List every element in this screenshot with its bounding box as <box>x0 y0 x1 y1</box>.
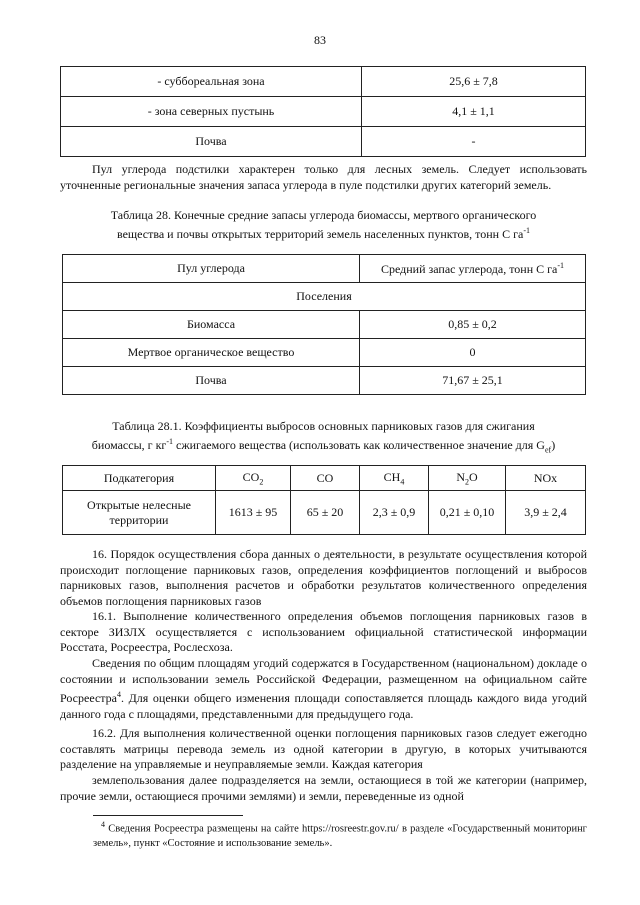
cell-value: 71,67 ± 25,1 <box>360 367 586 395</box>
table28-1-caption <box>60 418 587 458</box>
page-number: 83 <box>314 33 326 47</box>
header-subcategory: Подкатегория <box>63 466 216 491</box>
cell-value: 25,6 ± 7,8 <box>362 67 586 97</box>
table-top-continuation <box>60 66 586 157</box>
caption-line: Таблица 28. Конечные средние запасы углерода биомассы, мертвого органического <box>110 208 537 222</box>
header-stock-sup: -1 <box>557 260 565 270</box>
cell-ch4: 2,3 ± 0,9 <box>360 491 429 535</box>
header-n2o-sub: 2 <box>465 477 469 487</box>
header-n2o <box>429 466 506 491</box>
paragraph-text: Сведения по общим площадям угодий содержатся в Государственном (национальном) докладе о состоянии и использовании земель Российской Федерации, размещенном на официальном сайте Росреестра <box>60 656 587 705</box>
paragraph-text: . Для оценки общего изменения площади сопоставляется площадь каждого вида угодий данного года с площадями, представленными для предыдущего года. <box>60 691 587 721</box>
caption-sup: -1 <box>166 437 173 446</box>
cell-value: - <box>362 127 586 157</box>
cell-value: 0 <box>360 339 586 367</box>
caption-line: сжигаемого вещества (использовать как количественное значение для G <box>173 438 545 452</box>
table-28 <box>62 254 586 395</box>
paragraph-16-2: 16.2. Для выполнения количественной оценки поглощения парниковых газов следует ежегодно составлять матрицы перевода земель из одной категории в другую, в которых учитываются разделение на управляемые и неуправляемые земли. Каждая категория <box>60 726 587 771</box>
paragraph-land: землепользования далее подразделяется на земли, остающиеся в той же категории (например, прочие земли, остающиеся прочими землями) и земли, переведенные из одной <box>60 773 587 803</box>
paragraph-16: 16. Порядок осуществления сбора данных о деятельности, в результате осуществления которой происходит поглощение парниковых газов, определения коэффициентов поглощений и выбросов парниковых газов, выполнения расчетов и обработки результатов количественного определения объемов поглощения парниковых газов <box>60 547 587 608</box>
header-ch4-sub: 4 <box>400 477 405 487</box>
cell-label: Мертвое органическое вещество <box>63 339 360 367</box>
table-row <box>63 311 586 339</box>
cell-n2o: 0,21 ± 0,10 <box>429 491 506 535</box>
header-co: CO <box>291 466 360 491</box>
table-row <box>63 367 586 395</box>
table-header-row <box>63 466 586 491</box>
cell-label: - суббореальная зона <box>61 67 362 97</box>
cell-label: Почва <box>63 367 360 395</box>
footnote-text: Сведения Росреестра размещены на сайте https://rosreestr.gov.ru/ в разделе «Государственный мониторинг земель», пункт «Состояние и использование земель». <box>93 823 587 849</box>
section-settlements: Поселения <box>63 283 586 311</box>
cell-label: Биомасса <box>63 311 360 339</box>
table-row <box>61 127 586 157</box>
header-co2 <box>216 466 291 491</box>
caption-line: Таблица 28.1. Коэффициенты выбросов основных парниковых газов для сжигания <box>112 419 535 433</box>
cell-label: - зона северных пустынь <box>61 97 362 127</box>
header-n2o-tail: O <box>469 469 478 484</box>
footnote-ref: 4 <box>117 690 121 699</box>
header-co2-base: CO <box>242 469 260 484</box>
paragraph-litter: Пул углерода подстилки характерен только для лесных земель. Следует использовать уточненные региональные значения запаса углерода в пуле подстилки других категорий земель. <box>60 162 587 192</box>
table-row <box>61 97 586 127</box>
caption-sup: -1 <box>523 226 531 235</box>
cell-label: Почва <box>61 127 362 157</box>
header-pool: Пул углерода <box>63 255 360 283</box>
table-row <box>63 339 586 367</box>
cell-nox: 3,9 ± 2,4 <box>506 491 586 535</box>
header-ch4 <box>360 466 429 491</box>
table-row <box>61 67 586 97</box>
caption-line: биомассы, г кг <box>91 438 167 452</box>
table-28-1 <box>62 465 586 535</box>
header-nox: NOx <box>506 466 586 491</box>
header-stock-text: Средний запас углерода, тонн С га <box>380 261 558 276</box>
table-section-row <box>63 283 586 311</box>
footnote-marker: 4 <box>101 820 105 829</box>
cell-value: 4,1 ± 1,1 <box>362 97 586 127</box>
header-co2-sub: 2 <box>259 477 264 487</box>
header-stock <box>360 255 586 283</box>
cell-value: 0,85 ± 0,2 <box>360 311 586 339</box>
table-row <box>63 491 586 535</box>
footnote-divider <box>93 815 243 816</box>
caption-line: ) <box>551 438 556 452</box>
cell-label: Открытые нелесные территории <box>63 491 216 535</box>
cell-co2: 1613 ± 95 <box>216 491 291 535</box>
table-header-row <box>63 255 586 283</box>
table28-caption <box>60 207 587 242</box>
caption-sub: ef <box>544 445 552 455</box>
cell-co: 65 ± 20 <box>291 491 360 535</box>
paragraph-info <box>60 656 587 722</box>
caption-line: вещества и почвы открытых территорий земель населенных пунктов, тонн С га <box>116 227 524 241</box>
header-ch4-base: CH <box>383 469 401 484</box>
paragraph-16-1: 16.1. Выполнение количественного определения объемов поглощения парниковых газов в секторе ЗИЗЛХ осуществляется с использованием официальной статистической информации Росстата, Росреестра, Рослесхоза. <box>60 609 587 654</box>
footnote <box>93 818 587 851</box>
header-n2o-base: N <box>456 469 465 484</box>
